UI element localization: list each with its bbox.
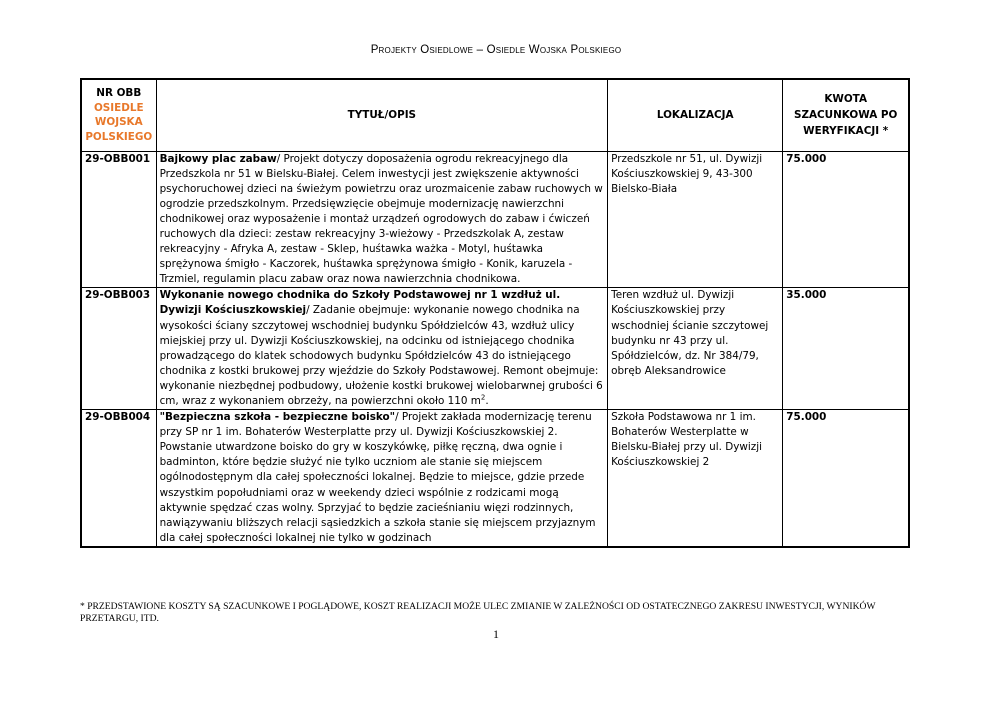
row-amount: 75.000	[783, 410, 909, 547]
row-description	[156, 410, 608, 547]
page-title	[0, 44, 992, 56]
row-nr: 29-OBB004	[81, 410, 156, 547]
row-desc-text: Projekt zakłada modernizację terenu przy SP nr 1 im. Bohaterów Westerplatte przy ul. Dywizji Kościuszkowskiej 2. Powstanie utwardzone boisko do gry w koszykówkę, piłkę ręczną, dwa ognie i badminton, które będzie służyć nie tylko uczniom ale stanie się miejscem ogólnodostępnym dla całej społeczności lokalnej. Będzie to miejsce, gdzie przede wszystkim popołudniami oraz w weekendy dzieci wspólnie z rodzicami mogą aktywnie spędzać czas wolny. Sprzyjać to będzie zacieśnianiu więzi rodzinnych, nawiązywaniu bliższych relacji sąsiedzkich a szkoła stanie się miejscem przyjaznym dla całej społeczności lokalnej nie tylko w godzinach	[159, 411, 596, 544]
header-location: LOKALIZACJA	[608, 79, 783, 151]
header-title: TYTUŁ/OPIS	[156, 79, 608, 151]
projects-table	[80, 78, 910, 548]
header-nr-line1: NR OBB	[96, 87, 142, 100]
header-nr	[81, 79, 156, 151]
row-amount: 75.000	[783, 151, 909, 288]
page-number: 1	[493, 627, 499, 641]
row-desc-sup: 2	[480, 393, 486, 402]
row-separator: /	[276, 152, 284, 165]
footnote: * PRZEDSTAWIONE KOSZTY SĄ SZACUNKOWE I POGLĄDOWE, KOSZT REALIZACJI MOŻE ULEC ZMIANIE W ZALEŻNOŚCI OD OSTATECZNEGO ZAKRESU INWESTYCJI, WYNIKÓW PRZETARGU, ITD.	[80, 601, 876, 624]
row-separator: /	[306, 304, 313, 317]
table-header-row	[81, 79, 909, 151]
row-nr: 29-OBB003	[81, 288, 156, 410]
header-amount: KWOTA SZACUNKOWA PO WERYFIKACJI *	[783, 79, 909, 151]
row-title: Wykonanie nowego chodnika do Szkoły Podstawowej nr 1 wzdłuż ul. Dywizji Kościuszkowskiej	[159, 289, 561, 317]
row-separator: /	[395, 411, 402, 424]
row-location: Szkoła Podstawowa nr 1 im. Bohaterów Westerplatte w Bielsku-Białej przy ul. Dywizji Kościuszkowskiej 2	[608, 410, 783, 547]
row-description	[156, 151, 608, 288]
row-title: "Bezpieczna szkoła - bezpieczne boisko"	[159, 411, 396, 424]
row-location: Teren wzdłuż ul. Dywizji Kościuszkowskiej przy wschodniej ścianie szczytowej budynku nr 43 przy ul. Spółdzielców, dz. Nr 384/79, obręb Aleksandrowice	[608, 288, 783, 410]
row-location: Przedszkole nr 51, ul. Dywizji Kościuszkowskiej 9, 43-300 Bielsko-Biała	[608, 151, 783, 288]
page-title-text: Projekty Osiedlowe – Osiedle Wojska Polskiego	[370, 44, 622, 56]
row-desc-text: Zadanie obejmuje: wykonanie nowego chodnika na wysokości ściany szczytowej wschodniej budynku Spółdzielców 43, wzdłuż ulicy miejskiej przy ul. Dywizji Kościuszkowskiej, na odcinku od istniejącego chodnika prowadzącego do klatek schodowych budynku Spółdzielców 43 do istniejącego chodnika z kostki brukowej przy wjeździe do Szkoły Podstawowej. Remont obejmuje: wykonanie niezbędnej podbudowy, ułożenie kostki brukowej wielobarwnej grubości 6 cm, wraz z wykonaniem obrzeży, na powierzchni około 110 m	[159, 304, 603, 407]
row-amount: 35.000	[783, 288, 909, 410]
header-nr-line2: OSIEDLE WOJSKA POLSKIEGO	[85, 101, 153, 143]
row-nr: 29-OBB001	[81, 151, 156, 288]
row-title: Bajkowy plac zabaw	[159, 152, 277, 165]
row-desc-end: .	[485, 395, 489, 407]
table-row	[81, 410, 909, 547]
row-description	[156, 288, 608, 410]
row-desc-text: Projekt dotyczy doposażenia ogrodu rekreacyjnego dla Przedszkola nr 51 w Bielsku-Białej. Celem inwestycji jest zwiększenie aktywności psychoruchowej dzieci na świeżym powietrzu oraz urozmaicenie zabaw ruchowych w ogrodzie przedszkolnym. Przedsięwzięcie obejmuje modernizację nawierzchni chodnikowej oraz wyposażenie i montaż urządzeń ogrodowych do zabaw i ćwiczeń ruchowych dla dzieci: zestaw rekreacyjny 3-wieżowy - Przedszkolak A, zestaw rekreacyjny - Afryka A, zestaw - Sklep, huśtawka ważka - Motyl, huśtawka sprężynowa śmigło - Kaczorek, huśtawka sprężynowa śmigło - Konik, karuzela - Trzmiel, regulamin placu zabaw oraz nowa nawierzchnia chodnikowa.	[159, 152, 603, 286]
table-row	[81, 288, 909, 410]
table-row	[81, 151, 909, 288]
